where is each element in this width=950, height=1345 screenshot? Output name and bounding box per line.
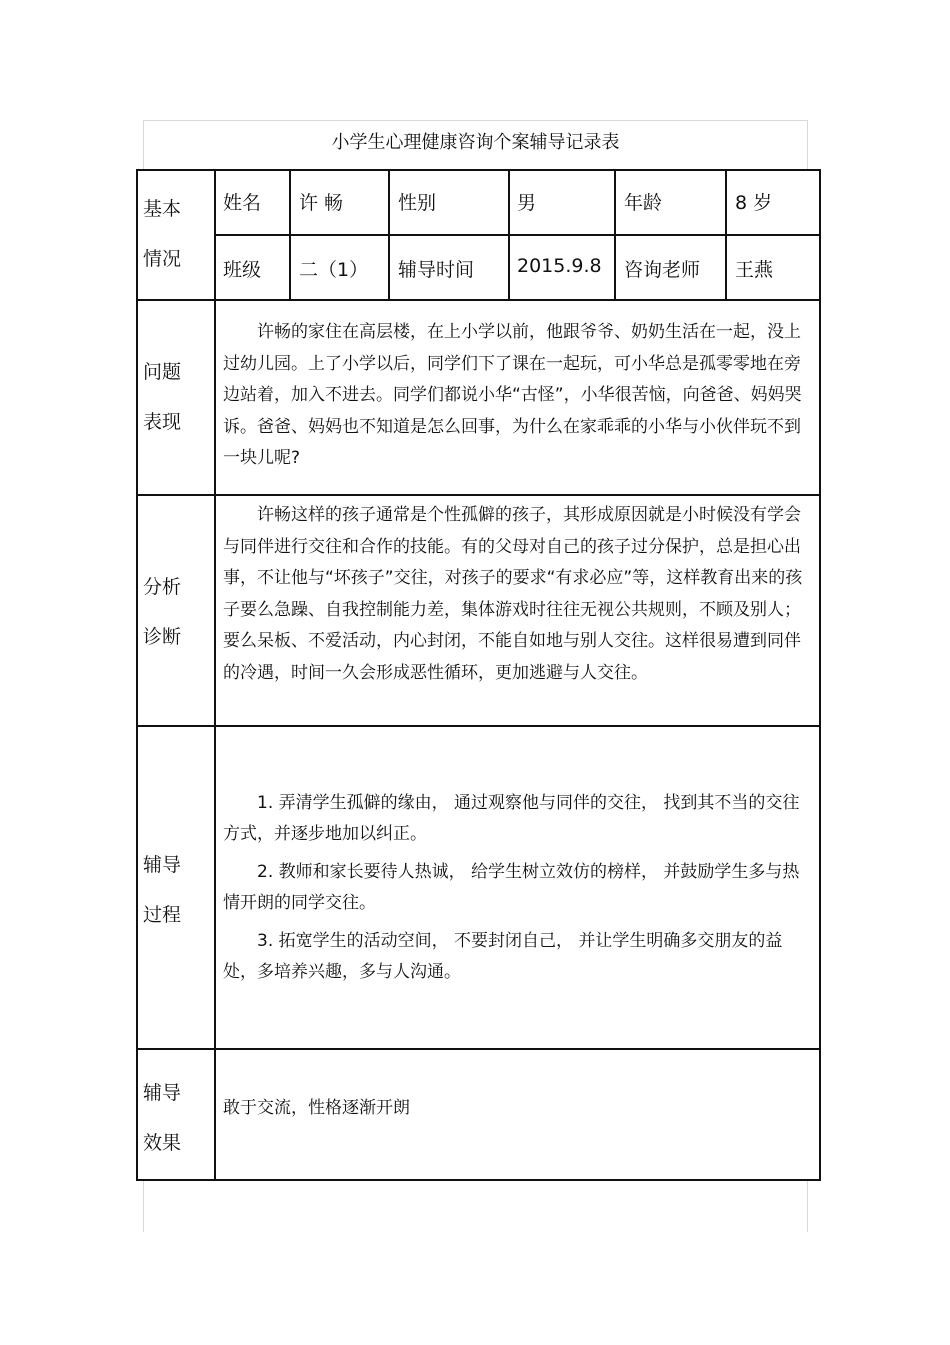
table-border-bottom [136,1179,821,1181]
table-line-col3 [289,169,291,300]
table-line-col5 [508,169,510,300]
time-label: 辅导时间 [398,259,475,281]
table-line-label-col [214,169,216,1181]
analysis-label-line1: 分析 [143,576,182,598]
table-line-row4 [136,494,821,496]
table-border-left [136,169,138,1181]
effect-label-line2: 效果 [143,1132,182,1154]
table-line-row6 [136,1048,821,1050]
gender-value: 男 [517,192,537,214]
age-value: 8 岁 [735,192,773,214]
problem-text [223,317,808,475]
name-label: 姓名 [223,192,262,214]
teacher-label: 咨询老师 [624,259,701,281]
teacher-value: 王燕 [735,259,774,281]
problem-label-line2: 表现 [143,411,182,433]
time-value: 2015.9.8 [517,255,602,277]
guidance-item-3: 3. 拓宽学生的活动空间， 不要封闭自己， 并让学生明确多交朋友的益处，多培养兴趣，多与人沟通。 [223,931,783,982]
guidance-label-line1: 辅导 [143,854,182,876]
effect-text: 敢于交流，性格逐渐开朗 [223,1098,410,1118]
problem-paragraph: 许畅的家住在高层楼，在上小学以前，他跟爷爷、奶奶生活在一起，没上过幼儿园。上了小学以后，同学们下了课在一起玩，可小华总是孤零零地在旁边站着，加入不进去。同学们都说小华“古怪”，小华很苦恼，向爸爸、妈妈哭诉。爸爸、妈妈也不知道是怎么回事，为什么在家乖乖的小华与小伙伴玩不到一块儿呢? [223,322,802,468]
class-value: 二（1） [299,259,369,281]
guidance-item-1: 1. 弄清学生孤僻的缘由， 通过观察他与同伴的交往， 找到其不当的交往方式，并逐步地加以纠正。 [223,793,800,844]
basic-label-line2: 情况 [143,248,182,270]
basic-label-line1: 基本 [143,198,182,220]
form-title: 小学生心理健康咨询个案辅导记录表 [143,120,808,169]
page-frame-right-bottom [807,1180,808,1232]
table-line-row2 [214,234,821,236]
class-label: 班级 [223,259,262,281]
gender-label: 性别 [398,192,437,214]
guidance-item-2: 2. 教师和家长要待人热诚， 给学生树立效仿的榜样， 并鼓励学生多与热情开朗的同学交往。 [223,862,800,913]
age-label: 年龄 [624,192,663,214]
table-line-col7 [725,169,727,300]
name-value: 许 畅 [299,192,344,214]
page-frame-left-bottom [143,1180,144,1232]
problem-label-line1: 问题 [143,361,182,383]
table-line-row3 [136,299,821,301]
table-line-col6 [614,169,616,300]
analysis-paragraph: 许畅这样的孩子通常是个性孤僻的孩子，其形成原因就是小时候没有学会与同伴进行交往和合作的技能。有的父母对自己的孩子过分保护，总是担心出事，不让他与“坏孩子”交往，对孩子的要求“有求必应”等，这样教育出来的孩子要么急躁、自我控制能力差，集体游戏时往往无视公共规则，不顾及别人；要么呆板、不爱活动，内心封闭，不能自如地与别人交往。这样很易遭到同伴的冷遇，时间一久会形成恶性循环，更加逃避与人交往。 [223,505,803,683]
analysis-text [223,500,808,689]
table-line-row5 [136,725,821,727]
guidance-label-line2: 过程 [143,904,182,926]
analysis-label-line2: 诊断 [143,626,182,648]
table-border-right [819,169,821,1181]
effect-label-line1: 辅导 [143,1082,182,1104]
table-border-top [136,169,821,171]
table-line-col4 [388,169,390,300]
guidance-list [223,788,808,995]
